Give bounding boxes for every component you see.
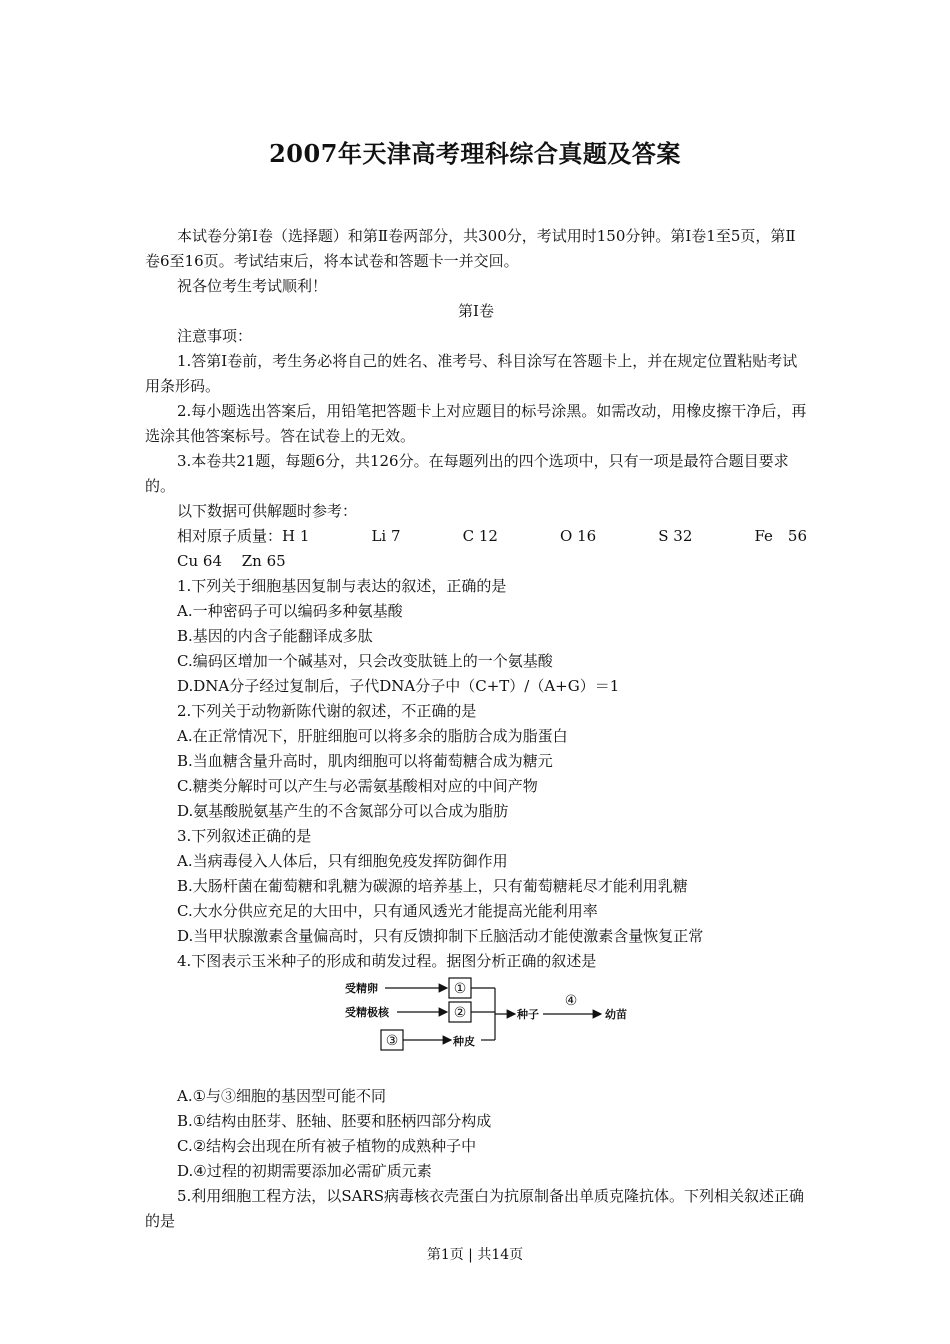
- atomic-mass-value: C 12: [462, 527, 498, 545]
- box-1-label: ①: [453, 981, 467, 997]
- document-body: [145, 224, 807, 1234]
- step-4-label: ④: [564, 993, 578, 1009]
- box-2-label: ②: [453, 1005, 467, 1021]
- label-seed: 种子: [517, 1008, 539, 1021]
- atomic-mass-value: S 32: [658, 527, 693, 545]
- atomic-mass-value: Li 7: [371, 527, 401, 545]
- question-option: B.基因的内含子能翻译成多肽: [177, 627, 373, 645]
- question-stem: 3.下列叙述正确的是: [177, 827, 312, 845]
- question-stem: 4.下图表示玉米种子的形成和萌发过程。据图分析正确的叙述是: [177, 952, 597, 970]
- question-option: D.④过程的初期需要添加必需矿质元素: [177, 1162, 432, 1180]
- question-option: D.当甲状腺激素含量偏高时，只有反馈抑制下丘脑活动才能使激素含量恢复正常: [177, 927, 704, 945]
- note-item: 1.答第Ⅰ卷前，考生务必将自己的姓名、准考号、科目涂写在答题卡上，并在规定位置粘贴考试用条形码。: [145, 352, 798, 395]
- notes-heading: 注意事项：: [177, 327, 253, 345]
- intro-wishes: 祝各位考生考试顺利！: [177, 277, 328, 295]
- note-item: 3.本卷共21题，每题6分，共126分。在每题列出的四个选项中，只有一项是最符合题目要求的。: [145, 452, 789, 495]
- page-title: 2007年天津高考理科综合真题及答案: [269, 139, 681, 168]
- label-seedling: 幼苗: [605, 1008, 627, 1021]
- question-option: A.一种密码子可以编码多种氨基酸: [177, 602, 403, 620]
- question-option: C.②结构会出现在所有被子植物的成熟种子中: [177, 1137, 477, 1155]
- data-hint: 以下数据可供解题时参考：: [177, 502, 358, 520]
- seed-formation-diagram: [145, 976, 807, 1076]
- seed-diagram-svg: [345, 976, 645, 1076]
- atomic-mass-label: 相对原子质量：H 1: [177, 527, 310, 545]
- question-stem: 1.下列关于细胞基因复制与表达的叙述，正确的是: [177, 577, 507, 595]
- question-stem: 2.下列关于动物新陈代谢的叙述，不正确的是: [177, 702, 477, 720]
- question-stem: 5.利用细胞工程方法，以SARS病毒核衣壳蛋白为抗原制备出单质克隆抗体。下列相关叙述正确的是: [145, 1187, 804, 1230]
- question-option: A.在正常情况下，肝脏细胞可以将多余的脂肪合成为脂蛋白: [177, 727, 568, 745]
- label-fertilized-egg: 受精卵: [345, 982, 378, 995]
- question-option: C.编码区增加一个碱基对，只会改变肽链上的一个氨基酸: [177, 652, 553, 670]
- note-item: 2.每小题选出答案后，用铅笔把答题卡上对应题目的标号涂黑。如需改动，用橡皮擦干净后，再选涂其他答案标号。答在试卷上的无效。: [145, 402, 807, 445]
- question-option: B.①结构由胚芽、胚轴、胚要和胚柄四部分构成: [177, 1112, 492, 1130]
- question-option: D.DNA分子经过复制后，子代DNA分子中（C+T）/（A+G）＝1: [177, 677, 620, 695]
- question-option: D.氨基酸脱氨基产生的不含氮部分可以合成为脂肪: [177, 802, 509, 820]
- atomic-mass-line-2: Cu 64 Zn 65: [177, 552, 286, 570]
- question-option: C.糖类分解时可以产生与必需氨基酸相对应的中间产物: [177, 777, 538, 795]
- atomic-mass-line: [145, 524, 807, 549]
- atomic-mass-value: O 16: [560, 527, 597, 545]
- question-option: C.大水分供应充足的大田中，只有通风透光才能提高光能利用率: [177, 902, 598, 920]
- section-heading: 第Ⅰ卷: [458, 302, 494, 320]
- question-option: B.当血糖含量升高时，肌肉细胞可以将葡萄糖合成为糖元: [177, 752, 553, 770]
- atomic-mass-value: Fe 56: [754, 527, 807, 545]
- label-seed-coat: 种皮: [453, 1035, 475, 1048]
- question-option: A.①与③细胞的基因型可能不同: [177, 1087, 387, 1105]
- question-option: B.大肠杆菌在葡萄糖和乳糖为碳源的培养基上，只有葡萄糖耗尽才能利用乳糖: [177, 877, 688, 895]
- box-3-label: ③: [385, 1033, 399, 1049]
- page-footer: 第1页 | 共14页: [426, 1247, 524, 1263]
- label-fertilized-polar-nucleus: 受精极核: [345, 1006, 389, 1019]
- intro-paragraph: 本试卷分第Ⅰ卷（选择题）和第Ⅱ卷两部分，共300分，考试用时150分钟。第Ⅰ卷1至5页，第Ⅱ卷6至16页。考试结束后，将本试卷和答题卡一并交回。: [145, 227, 796, 270]
- question-option: A.当病毒侵入人体后，只有细胞免疫发挥防御作用: [177, 852, 508, 870]
